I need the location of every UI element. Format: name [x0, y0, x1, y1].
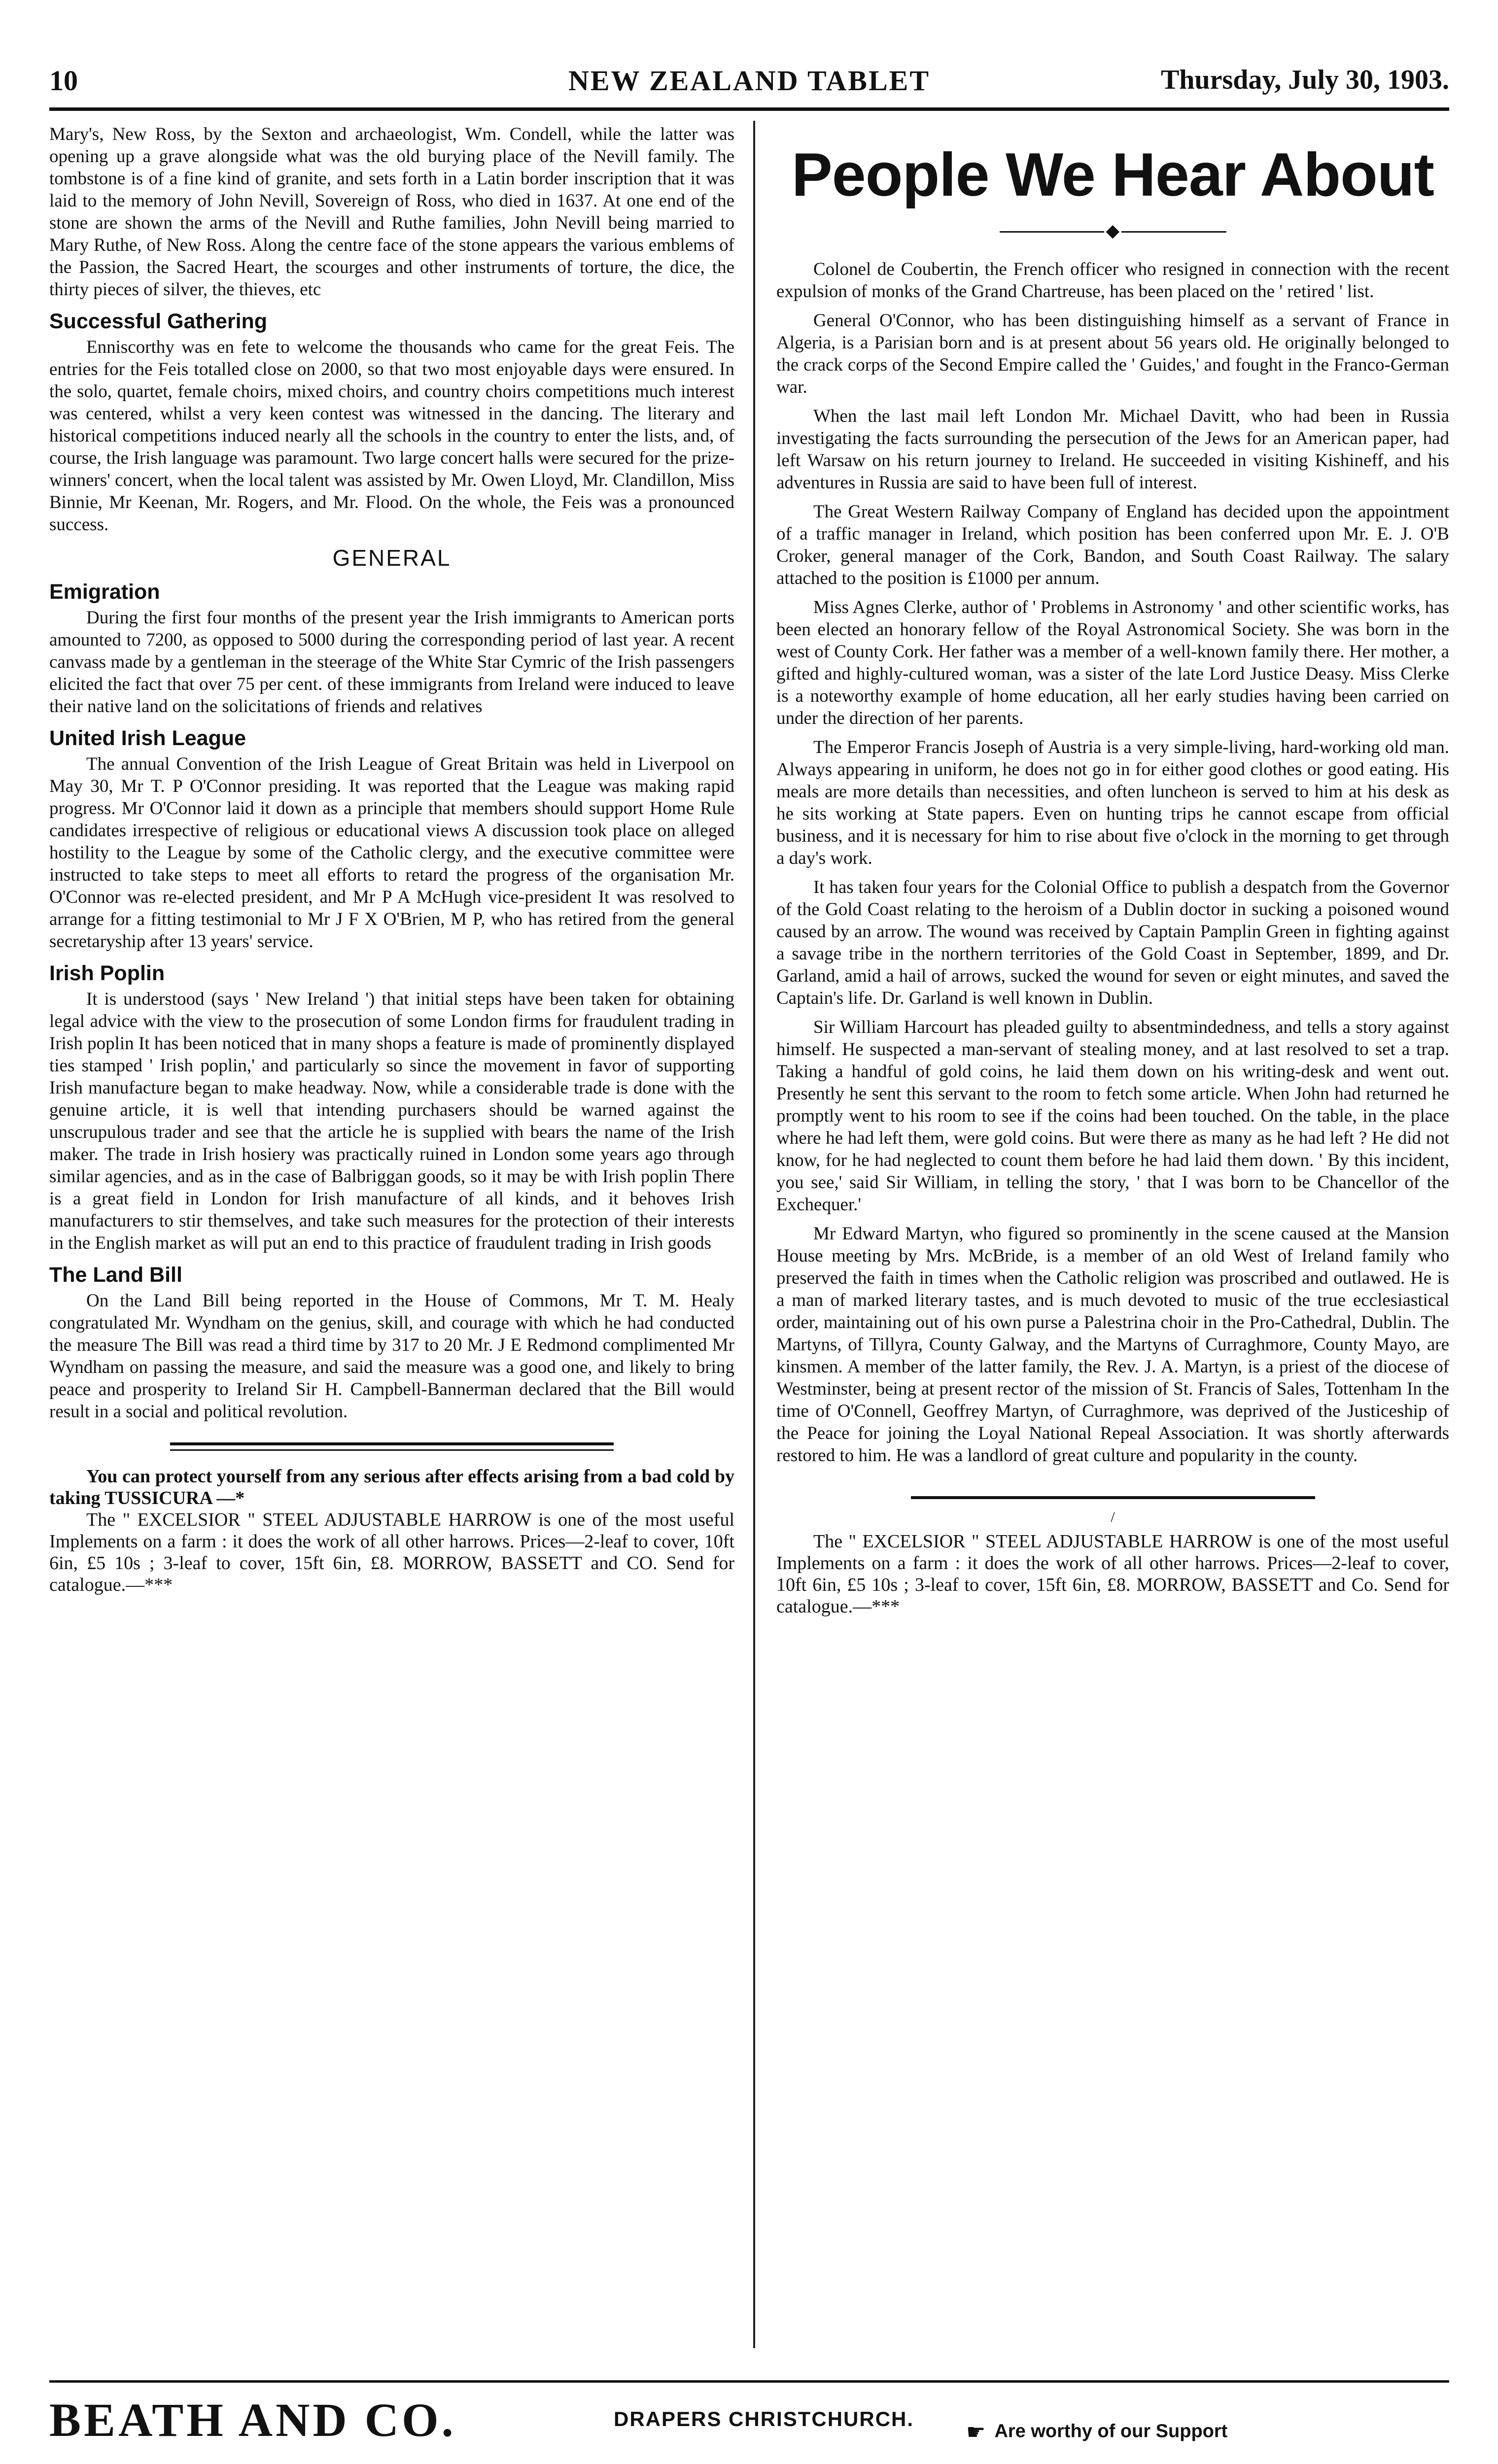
masthead-rule	[49, 107, 1449, 111]
paragraph-railway: The Great Western Railway Company of England has decided upon the appointment of a traffic manager in Ireland, which position has been conferred upon Mr. E. J. O'B Croker, general manager of the Cork, Bandon, and South Coast Railway. The salary attached to the position is £1000 per annum.	[776, 502, 1449, 588]
drapers-christchurch: DRAPERS CHRISTCHURCH.	[614, 2407, 914, 2430]
right-adverts	[776, 1531, 1449, 1617]
paragraph-emperor: The Emperor Francis Joseph of Austria is a very simple-living, hard-working old man. Always appearing in uniform, he does not go in for either good clothes or good eating. His meals are more details than necessities, and often luncheon is served to him at his desk as he sits working at State papers. Even on hunting trips he cannot escape from official business, and it is necessary for him to rise about five o'clock in the morning to get through a day's work.	[776, 737, 1449, 868]
masthead	[49, 59, 1449, 113]
emigration-heading: Emigration	[49, 580, 160, 604]
advert-separator	[170, 1442, 614, 1451]
people-we-hear-about-heading: People We Hear About	[792, 141, 1434, 209]
intro-paragraph: Mary's, New Ross, by the Sexton and archaeologist, Wm. Condell, while the latter was opening up a grave alongside what was the old burying place of the Nevill family. The tombstone is of a fine kind of granite, and sets forth in a Latin border inscription that it was laid to the memory of John Nevill, Sovereign of Ross, who died in 1637. At one end of the stone are shown the arms of the Nevill and Ruthe families, John Nevill being married to Mary Ruthe, of New Ross. Along the centre face of the stone appears the various emblems of the Passion, the Sacred Heart, the scourges and other instruments of torture, the dice, the thirty pieces of silver, the thieves, etc	[49, 124, 734, 300]
paragraph-davitt: When the last mail left London Mr. Michael Davitt, who had been in Russia investigating the facts surrounding the persecution of the Jews for an American paper, had left Warsaw on his return journey to Ireland. He succeeded in visiting Kishineff, and his adventures in Russia are said to have been full of interest.	[776, 406, 1449, 493]
general-heading: GENERAL	[332, 545, 452, 571]
tussicura-advert: You can protect yourself from any serious after effects arising from a bad cold by taking TUSSICURA —*	[49, 1466, 734, 1508]
land-bill-body: On the Land Bill being reported in the House of Commons, Mr T. M. Healy congratulated Mr. Wyndham on the genius, skill, and courage with which he had conducted the measure The Bill was read a third time by 317 to 20 Mr. J E Redmond complimented Mr Wyndham on passing the measure, and said the measure was a good one, and likely to bring peace and prosperity to Ireland Sir H. Campbell-Bannerman declared that the Bill would result in a social and political revolution.	[49, 1291, 734, 1422]
paragraph-harcourt: Sir William Harcourt has pleaded guilty to absentmindedness, and tells a story against himself. He suspected a man-servant of stealing money, and at last resolved to set a trap. Taking a handful of gold coins, he laid them down on his writing-desk and went out. Presently he sent this servant to the room to fetch some article. When John had returned he promptly went to his room to see if the coins had been touched. On the table, in the place where he had left them, were gold coins. But were there as many as he had left ? He did not know, for he had neglected to count them before he had laid them down. ' By this incident, you see,' said Sir William, in telling the story, ' that I was born to be Chancellor of the Exchequer.'	[776, 1017, 1449, 1215]
publication-title: NEW ZEALAND TABLET	[568, 65, 931, 97]
worthy-of-support	[966, 2420, 1227, 2445]
stray-mark: /	[1111, 1509, 1115, 1525]
land-bill-heading: The Land Bill	[49, 1263, 182, 1287]
paragraph-martyn: Mr Edward Martyn, who figured so prominently in the scene caused at the Mansion House meeting by Mrs. McBride, is a member of an old West of Ireland family who preserved the faith in times when the Catholic religion was proscribed and outlawed. He is a man of marked literary tastes, and is much devoted to music of the true ecclesiastical order, maintaining out of his own purse a Palestrina choir in the Pro-Cathedral, Dublin. The Martyns, of Tillyra, County Galway, and the Martyns of Curraghmore, County Mayo, are kinsmen. A member of the latter family, the Rev. J. A. Martyn, is a priest of the diocese of Westminster, being at present rector of the mission of St. Francis of Sales, Tottenham In the time of O'Connell, Geoffrey Martyn, of Curraghmore, was deprived of the Justiceship of the Peace for joining the Loyal National Repeal Association. It was shortly afterwards restored to him. He was a landlord of great culture and popularity in the county.	[776, 1224, 1449, 1466]
diamond-icon: ◆	[1104, 221, 1122, 240]
harrow-advert-left: The " EXCELSIOR " STEEL ADJUSTABLE HARROW is one of the most useful Implements on a farm : it does the work of all other harrows. Prices—2-leaf to cover, 10ft 6in, £5 10s ; 3-leaf to cover, 15ft 6in, £8. MORROW, BASSETT and CO. Send for catalogue.—***	[49, 1509, 734, 1595]
united-irish-league-heading: United Irish League	[49, 726, 246, 750]
paragraph-coubertin: Colonel de Coubertin, the French officer who resigned in connection with the recent expulsion of monks of the Grand Chartreuse, has been placed on the ' retired ' list.	[776, 259, 1449, 302]
left-column	[49, 123, 734, 1596]
ornament-rule	[1000, 222, 1226, 241]
pointing-hand-icon: ☛	[966, 2420, 986, 2444]
paragraph-colonial-office: It has taken four years for the Colonial Office to publish a despatch from the Governor of the Gold Coast relating to the heroism of a Dublin doctor in sucking a poisoned wound caused by an arrow. The wound was received by Captain Pamplin Green in fighting against a savage tribe in the northern territories of the Gold Coast in September, 1899, and Dr. Garland, amid a hail of arrows, sucked the wound for seven or eight minutes, and saved the Captain's life. Dr. Garland is well known in Dublin.	[776, 877, 1449, 1008]
harrow-advert-right: The " EXCELSIOR " STEEL ADJUSTABLE HARROW is one of the most useful Implements on a farm : it does the work of all other harrows. Prices—2-leaf to cover, 10ft 6in, £5 10s ; 3-leaf to cover, 15ft 6in, £8. MORROW, BASSETT and Co. Send for catalogue.—***	[776, 1531, 1449, 1617]
issue-date: Thursday, July 30, 1903.	[1160, 65, 1449, 95]
beath-and-co-advert: BEATH AND CO.	[49, 2394, 456, 2446]
irish-poplin-heading: Irish Poplin	[49, 961, 165, 985]
united-irish-league-body: The annual Convention of the Irish League of Great Britain was held in Liverpool on May 30, Mr T. P O'Connor presiding. It was reported that the League was making rapid progress. Mr O'Connor laid it down as a principle that members should support Home Rule candidates irrespective of religious or educational views A discussion took place on alleged hostility to the League by some of the Catholic clergy, and the executive committee were instructed to take steps to meet all efforts to retard the progress of the organisation Mr. O'Connor was re-elected president, and Mr P A McHugh vice-president It was resolved to arrange for a fitting testimonial to Mr J F X O'Brien, M P, who has retired from the general secretaryship after 13 years' service.	[49, 754, 734, 952]
left-adverts	[49, 1466, 734, 1596]
worthy-text: Are worthy of our Support	[994, 2421, 1228, 2442]
emigration-body: During the first four months of the present year the Irish immigrants to American ports amounted to 7200, as opposed to 5000 during the corresponding period of last year. A recent canvass made by a gentleman in the steerage of the White Star Cymric of the Irish passengers elicited the fact that over 75 per cent. of these immigrants from Ireland were induced to leave their native land on the solicitations of friends and relatives	[49, 608, 734, 717]
footer-rule	[49, 2380, 1449, 2383]
column-divider	[753, 121, 755, 2348]
page-number: 10	[49, 65, 78, 97]
successful-gathering-body: Enniscorthy was en fete to welcome the thousands who came for the great Feis. The entries for the Feis totalled close on 2000, so that two most enjoyable days were ensured. In the solo, quartet, female choirs, mixed choirs, and country choirs competitions much interest was centered, whilst a very keen contest was witnessed in the dancing. The literary and historical competitions induced nearly all the schools in the country to enter the lists, and, of course, the Irish language was paramount. Two large concert halls were secured for the prize-winners' concert, when the local talent was assisted by Mr. Owen Lloyd, Mr. Clandillon, Miss Binnie, Mr Keenan, Mr. Rogers, and Mr. Flood. On the whole, the Feis was a pronounced success.	[49, 337, 734, 535]
successful-gathering-heading: Successful Gathering	[49, 309, 268, 333]
paragraph-oconnor: General O'Connor, who has been distinguishing himself as a servant of France in Algeria, is a Parisian born and is at present about 56 years old. He originally belonged to the crack corps of the Second Empire called the ' Guides,' and fought in the Franco-German war.	[776, 310, 1449, 397]
right-column	[776, 123, 1449, 1624]
irish-poplin-body: It is understood (says ' New Ireland ') that initial steps have been taken for obtaining legal advice with the view to the prosecution of some London firms for fraudulent trading in Irish poplin It has been noticed that in many shops a feature is made of prominently displayed ties stamped ' Irish poplin,' and particularly so since the movement in favor of supporting Irish manufacture began to make headway. Now, while a considerable trade is done with the genuine article, it is well that intending purchasers should be warned against the unscrupulous trader and see that the article he is supplied with bears the name of the Irish maker. The trade in Irish hosiery was practically ruined in London some years ago through similar agencies, and as in the case of Balbriggan goods, so it may be with Irish poplin There is a great field in London for Irish manufacture of all kinds, and it behoves Irish manufacturers to stir themselves, and take such measures for the protection of their interests in the English market as will put an end to this practice of fraudulent trading in Irish goods	[49, 989, 734, 1253]
paragraph-clerke: Miss Agnes Clerke, author of ' Problems in Astronomy ' and other scientific works, has been elected an honorary fellow of the Royal Astronomical Society. She was born in the west of County Cork. Her father was a member of a well-known family there. Her mother, a gifted and highly-cultured woman, was a sister of the late Lord Justice Deasy. Miss Clerke is a noteworthy example of home education, all her early studies having been carried on under the direction of her parents.	[776, 597, 1449, 728]
right-advert-separator	[911, 1496, 1315, 1499]
